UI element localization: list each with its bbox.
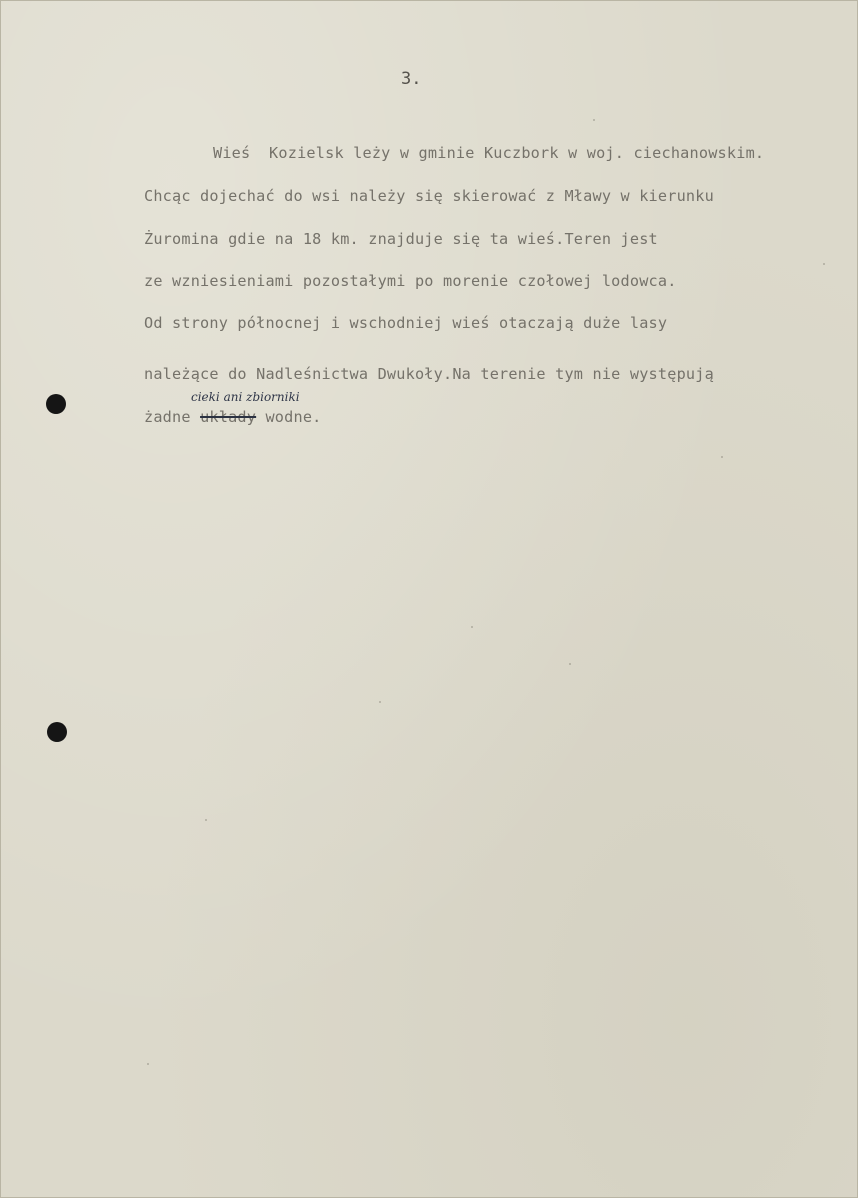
- paper-speck: [593, 119, 595, 121]
- body-line-2: Chcąc dojechać do wsi należy się skierować z Mławy w kierunku: [144, 187, 714, 205]
- page-number: 3.: [401, 69, 422, 89]
- body-line-6: należące do Nadleśnictwa Dwukoły.Na terenie tym nie występują: [144, 365, 714, 383]
- paper-speck: [205, 819, 207, 821]
- body-line-1: Wieś Kozielsk leży w gminie Kuczbork w woj. ciechanowskim.: [213, 144, 765, 162]
- body-line-7-start: żadne: [144, 408, 201, 426]
- paper-speck: [569, 663, 571, 665]
- body-line-7-end: wodne.: [256, 408, 322, 426]
- body-line-5: Od strony północnej i wschodniej wieś otaczają duże lasy: [144, 314, 668, 332]
- punch-hole-top: [46, 394, 66, 414]
- body-line-7: [144, 408, 322, 426]
- paper-speck: [379, 701, 381, 703]
- body-line-3: Żuromina gdie na 18 km. znajduje się ta wieś.Teren jest: [144, 230, 658, 248]
- paper-speck: [823, 263, 825, 265]
- body-line-4: ze wzniesieniami pozostałymi po morenie czołowej lodowca.: [144, 272, 677, 290]
- struck-out-word: układy: [200, 408, 257, 426]
- paper-speck: [721, 456, 723, 458]
- handwritten-insertion: cieki ani zbiorniki: [191, 390, 300, 404]
- punch-hole-bottom: [47, 722, 67, 742]
- paper-speck: [147, 1063, 149, 1065]
- paper-speck: [471, 626, 473, 628]
